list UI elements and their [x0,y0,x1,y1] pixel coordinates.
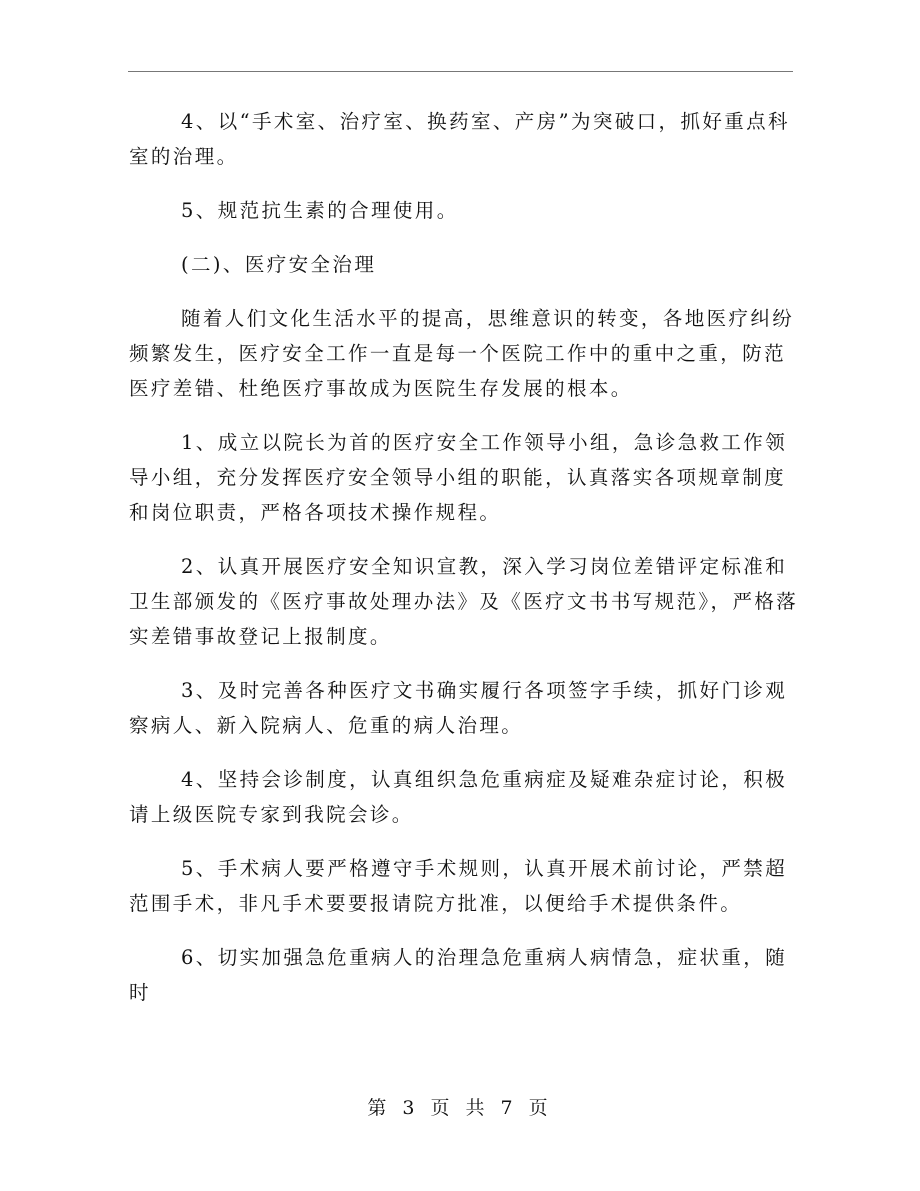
section-heading-medical-safety: (二)、医疗安全治理 [181,253,377,276]
paragraph-item-5-surgery-rules: 5、手术病人要严格遵守手术规则，认真开展术前讨论，严禁超范围手术，非凡手术要要报请院方批准，以便给手术提供条件。 [129,857,788,915]
paragraph-item-2-safety-education: 2、认真开展医疗安全知识宣教，深入学习岗位差错评定标准和卫生部颁发的《医疗事故处理办法》及《医疗文书书写规范》，严格落实差错事故登记上报制度。 [129,555,799,648]
paragraph-intro-medical-safety: 随着人们文化生活水平的提高，思维意识的转变，各地医疗纠纷频繁发生，医疗安全工作一直是每一个医院工作中的重中之重，防范医疗差错、杜绝医疗事故成为医院生存发展的根本。 [129,307,795,400]
paragraph-item-4-consultation: 4、坚持会诊制度，认真组织急危重病症及疑难杂症讨论，积极请上级医院专家到我院会诊。 [129,768,788,826]
paragraph-item-4-key-departments: 4、以“手术室、治疗室、换药室、产房”为突破口，抓好重点科室的治理。 [129,110,790,168]
paragraph-item-6-critical-patients: 6、切实加强急危重病人的治理急危重病人病情急，症状重，随时 [129,946,788,1004]
paragraph-item-1-leadership-group: 1、成立以院长为首的医疗安全工作领导小组，急诊急救工作领导小组，充分发挥医疗安全领导小组的职能，认真落实各项规章制度和岗位职责，严格各项技术操作规程。 [129,431,788,524]
page-number-footer: 第 3 页 共 7 页 [367,1097,553,1119]
header-rule [128,71,793,72]
document-body [129,104,805,1029]
paragraph-item-3-medical-documents: 3、及时完善各种医疗文书确实履行各项签字手续，抓好门诊观察病人、新入院病人、危重的病人治理。 [129,679,788,737]
paragraph-item-5-antibiotics: 5、规范抗生素的合理使用。 [181,199,459,222]
